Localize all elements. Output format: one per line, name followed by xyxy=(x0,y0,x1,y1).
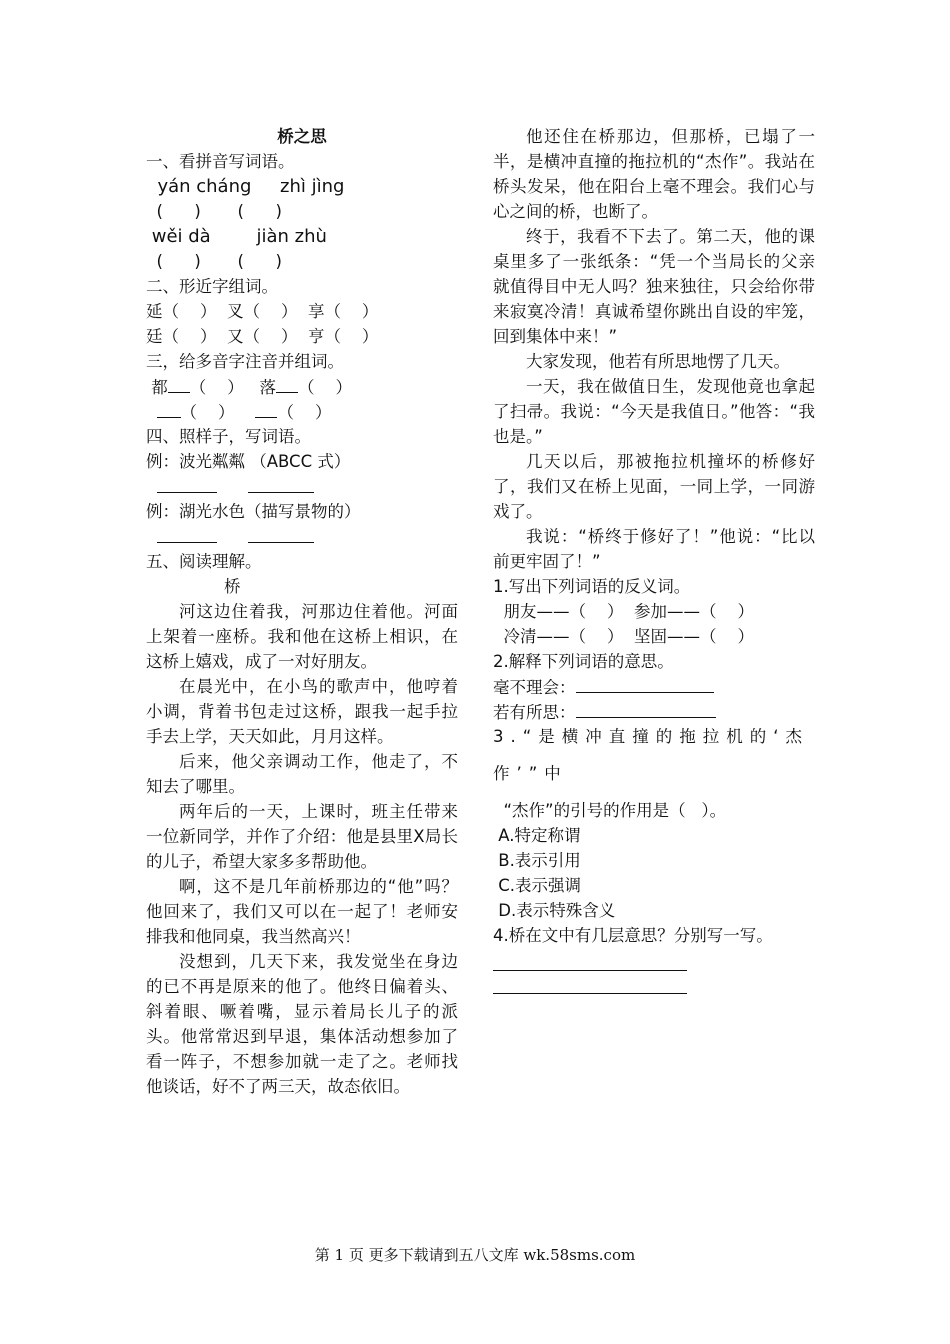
example-2: 例：湖光水色（描写景物的） xyxy=(146,502,361,521)
passage-paragraph: 两年后的一天，上课时，班主任带来一位新同学，并作了介绍：他是县里X局长的儿子，希望大家多多帮助他。 xyxy=(146,802,458,871)
answer-parens: （ ） xyxy=(189,378,244,397)
passage-paragraph: 没想到，几天下来，我发觉坐在身边的已不再是原来的他了。他终日偏着头、斜着眼、噘着嘴，显示着局长儿子的派头。他常常迟到早退，集体活动想参加了看一阵子，不想参加就一走了之。老师找他谈话，好不了两三天，故态依旧。 xyxy=(146,952,458,1096)
term-label: 若有所思： xyxy=(493,703,576,722)
option-c: C.表示强调 xyxy=(493,876,582,895)
blank-line xyxy=(255,399,277,418)
similar-char-row-1: 延（ ） 叉（ ） 享（ ） xyxy=(146,302,379,321)
passage-paragraph: 后来，他父亲调动工作，他走了，不知去了哪里。 xyxy=(146,752,458,796)
spacer xyxy=(493,749,815,761)
blank-line xyxy=(157,524,217,543)
blank-line xyxy=(576,699,716,718)
definition-row-2 xyxy=(493,699,815,724)
question-1: 1.写出下列词语的反义词。 xyxy=(493,577,691,596)
pinyin-row-1: yán cháng zhì jìng xyxy=(146,176,345,197)
polyphone-row-1 xyxy=(146,374,458,399)
option-d: D.表示特殊含义 xyxy=(493,901,616,920)
answer-parens-row-1: ( ) ( ) xyxy=(146,202,282,221)
section-3-heading: 三，给多音字注音并组词。 xyxy=(146,352,344,371)
blank-line xyxy=(157,399,181,418)
blank-line xyxy=(276,374,298,393)
answer-parens: （ ） xyxy=(297,378,352,397)
question-4: 4.桥在文中有几层意思？分别写一写。 xyxy=(493,926,773,945)
passage-paragraph: 我说：“桥终于修好了！”他说：“比以前更牢固了！” xyxy=(493,527,815,571)
antonym-row-2: 冷清——（ ） 坚固——（ ） xyxy=(493,627,754,646)
left-column xyxy=(146,124,458,1099)
spacer xyxy=(493,786,815,798)
passage-title: 桥 xyxy=(224,577,241,596)
page-title: 桥之思 xyxy=(277,127,327,146)
answer-parens: （ ） xyxy=(180,403,235,422)
answer-parens: （ ） xyxy=(277,403,332,422)
similar-char-row-2: 廷（ ） 又（ ） 亨（ ） xyxy=(146,327,379,346)
answer-parens-row-2: ( ) ( ) xyxy=(146,252,282,271)
passage-paragraph: 终于，我看不下去了。第二天，他的课桌里多了一张纸条：“凭一个当局长的父亲就值得目中无人吗？独来独往，只会给你带来寂寞冷清！真诚希望你跳出自设的牢笼，回到集体中来！” xyxy=(493,227,815,346)
section-2-heading: 二、形近字组词。 xyxy=(146,277,278,296)
question-2: 2.解释下列词语的意思。 xyxy=(493,652,674,671)
passage-paragraph: 河这边住着我，河那边住着他。河面上架着一座桥。我和他在这桥上相识，在这桥上嬉戏，成了一对好朋友。 xyxy=(146,602,458,671)
blank-line xyxy=(576,674,714,693)
passage-paragraph: 一天，我在做值日生，发现他竟也拿起了扫帚。我说：“今天是我值日。”他答：“我也是。” xyxy=(493,377,815,446)
blank-line xyxy=(248,474,314,493)
option-b: B.表示引用 xyxy=(493,851,581,870)
passage-paragraph: 大家发现，他若有所思地愣了几天。 xyxy=(526,352,790,371)
polyphone-char-2: 落 xyxy=(259,378,276,397)
passage-paragraph: 在晨光中，在小鸟的歌声中，他哼着小调，背着书包走过这桥，跟我一起手拉手去上学，天天如此，月月这样。 xyxy=(146,677,458,746)
question-3-line-1: 3.“是横冲直撞的拖拉机的‘杰 xyxy=(493,727,810,746)
blank-line xyxy=(157,474,217,493)
term-label: 毫不理会： xyxy=(493,678,576,697)
question-3-line-2: 作’”中 xyxy=(493,764,568,783)
passage-paragraph: 他还住在桥那边，但那桥，已塌了一半，是横冲直撞的拖拉机的“杰作”。我站在桥头发呆，他在阳台上毫不理会。我们心与心之间的桥，也断了。 xyxy=(493,127,815,221)
question-3-line-3: “杰作”的引号的作用是（ ）。 xyxy=(493,801,727,820)
definition-row-1 xyxy=(493,674,815,699)
answer-line xyxy=(493,971,687,994)
answer-line xyxy=(493,948,687,971)
section-4-heading: 四、照样子，写词语。 xyxy=(146,427,311,446)
passage-paragraph: 啊，这不是几年前桥那边的“他”吗？他回来了，我们又可以在一起了！老师安排我和他同桌，我当然高兴！ xyxy=(146,877,458,946)
antonym-row-1: 朋友——（ ） 参加——（ ） xyxy=(493,602,754,621)
blank-line xyxy=(248,524,314,543)
polyphone-row-2 xyxy=(146,399,458,424)
right-column xyxy=(493,124,815,994)
passage-paragraph: 几天以后，那被拖拉机撞坏的桥修好了，我们又在桥上见面，一同上学，一同游戏了。 xyxy=(493,452,815,521)
example-1-blanks xyxy=(146,474,458,499)
example-2-blanks xyxy=(146,524,458,549)
pinyin-row-2: wěi dà jiàn zhù xyxy=(146,226,327,247)
polyphone-char-1: 都 xyxy=(151,378,168,397)
section-5-heading: 五、阅读理解。 xyxy=(146,552,262,571)
blank-line xyxy=(168,374,190,393)
option-a: A.特定称谓 xyxy=(493,826,581,845)
page-footer: 第 1 页 更多下载请到五八文库 wk.58sms.com xyxy=(314,1246,636,1264)
section-1-heading: 一、看拼音写词语。 xyxy=(146,152,295,171)
example-1: 例：波光粼粼 （ABCC 式） xyxy=(146,452,351,471)
